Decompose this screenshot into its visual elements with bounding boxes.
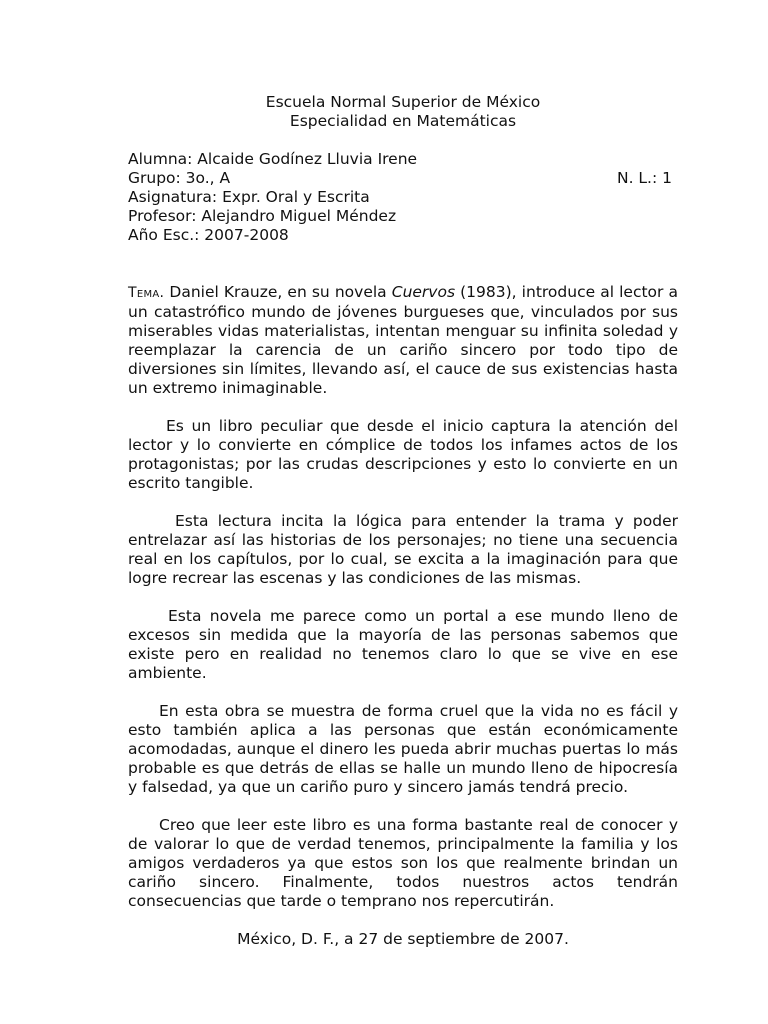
book-title: Cuervos <box>391 283 456 301</box>
group-label: Grupo: 3o., A <box>128 169 231 187</box>
group-row <box>128 169 678 188</box>
document-page <box>128 93 678 949</box>
school-year: Año Esc.: 2007-2008 <box>128 226 289 244</box>
paragraph-6: Creo que leer este libro es una forma bastante real de conocer y de valorar lo que de verdad tenemos, principalmente la familia y los amigos verdaderos ya que estos son los que realmente brindan un cariño sincero. Finalmente, todos nuestros actos tendrán consecuencias que tarde o temprano nos repercutirán. <box>128 816 678 910</box>
paragraph-1-rest: (1983), introduce al lector a un catastrófico mundo de jóvenes burgueses que, vinculados por sus miserables vidas materialistas, intentan menguar su infinita soledad y reemplazar la carencia de un cariño sincero por todo tipo de diversiones sin límites, llevando así, el cauce de sus existencias hasta un extremo inimaginable. <box>128 283 678 397</box>
paragraph-2: Es un libro peculiar que desde el inicio captura la atención del lector y lo convierte en cómplice de todos los infames actos de los protagonistas; por las crudas descripciones y esto lo convierte en un escrito tangible. <box>128 417 678 492</box>
student-name: Alumna: Alcaide Godínez Lluvia Irene <box>128 150 418 168</box>
professor-name: Profesor: Alejandro Miguel Méndez <box>128 207 397 225</box>
paragraph-4: Esta novela me parece como un portal a ese mundo lleno de excesos sin medida que la mayoría de las personas sabemos que existe pero en realidad no tenemos claro lo que se vive en ese ambiente. <box>128 607 678 682</box>
document-header <box>128 93 678 131</box>
school-name: Escuela Normal Superior de México <box>265 93 541 111</box>
paragraph-5: En esta obra se muestra de forma cruel que la vida no es fácil y esto también aplica a las personas que están económicamente acomodadas, aunque el dinero les pueda abrir muchas puertas lo más probable es que detrás de ellas se halle un mundo lleno de hipocresía y falsedad, ya que un cariño puro y sincero jamás tendrá precio. <box>128 702 678 796</box>
paragraph-1 <box>128 283 678 398</box>
student-info <box>128 150 678 245</box>
closing-date: México, D. F., a 27 de septiembre de 2007. <box>237 930 569 948</box>
specialty-name: Especialidad en Matemáticas <box>289 112 517 130</box>
list-number: N. L.: 1 <box>616 169 672 187</box>
paragraph-1-lead: Daniel Krauze, en su novela <box>164 283 392 301</box>
theme-label: Tema. <box>128 285 165 301</box>
paragraph-3: Esta lectura incita la lógica para entender la trama y poder entrelazar así las historias de los personajes; no tiene una secuencia real en los capítulos, por lo cual, se excita a la imaginación para que logre recrear las escenas y las condiciones de las mismas. <box>128 512 678 587</box>
subject-name: Asignatura: Expr. Oral y Escrita <box>128 188 370 206</box>
